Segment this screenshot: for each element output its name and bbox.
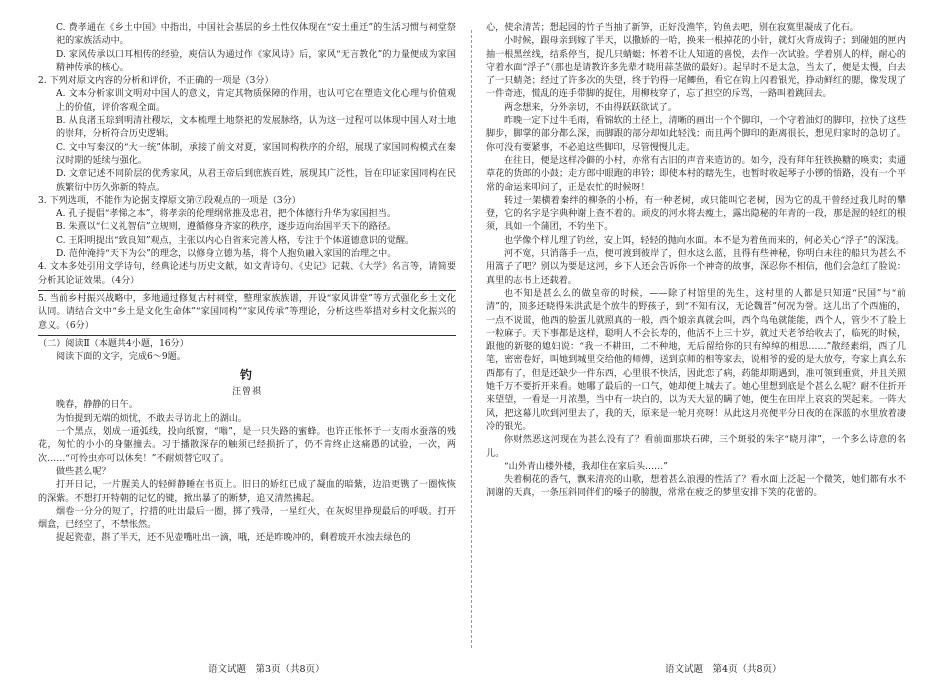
q3-option-b: B. 朱熹以“仁义礼智信”立规则，遵循修身齐家的秩序，逐步迈向治国平天下的路径。 [56,222,397,233]
q2-option-a: A. 文本分析家训文明对中国人的意义，肯定其物质保障的作用，也认可它在塑造文化心理与价值观上的价值，评价客观全面。 [56,89,456,113]
story-paragraph: 也不知是甚么么的做皇帝的时候，——除了村馆里的先生，这村里的人都是只知道“民国”与“前清”的，顶多还晓得朱洪武是个放牛的野孩子，到“不知有汉，无论魏晋”何况为誉。这儿出了个西施的，一点不说谎，他西的脸蛋儿就照真的一般，西个娘亲真就会叫，西个鸟龟就能能，西个人，管少不了脸上一粒麻子。天下事都是这样，聪明人不会长寿的，他活不上三十岁，就过天老爷给收去了，临死的时候，跟他的新娶的媳妇说：“我一不耕田，二不种地，无后留给你的只有绰绰的相思……”散经素绢，西了几笔，密密卷好，叫她到城里交给他的师傅，送到京师的相等家去，说相爷的爱的是大放夸，夸家上真么东西都有了，但是还缺少一件东西，心里很不快活，因此恋了病，药能却期遇到，准可领到重赏，并且关照她千万不要折开来看。她哪了最后的一口气，她却便上城去了。她心里想到底是个甚么么呢？耐不住折开来望望，一看是一月浓墨，当中有一块白的，以为天大显的瞒了她，便生在田岸上哀哀的哭起来。一阵大风，把这幕儿吹到河里去了，我的天，原来是一轮月亮呀！从此这月亮便平分日夜的在深蓝的水里放着凄冷的银光。 [486,288,906,432]
story-paragraph: 小时候，跟母亲到嫁了半天，以撒娇的一哈，换来一根掉花的小针，就灯火背成钩子；到碰姐的匣内抽一根黑丝线，结系停当，捉几只蜻蜓；怀着不让人知道的喜悦，去作一次试验。学着别人的样，耐心的守着水面“浮子”（那也是请教许多先辈才晓用蒜茎做的最好）。起早时不是太急，当太了，便是太慢，白去了一只蜻尧；经过了许多次的失望，终于钓得一尾鲫鱼，看它在钩上闪着银光，挣动鲜红的腮，像发现了一件奇迹，慌乱的连手带脚的捉住，用柳枝穿了，忘了担空的斥骂，一路叫着跳回去。 [486,36,906,100]
story-title: 钓 [239,368,254,383]
story-paragraph: 一个黑点，划成一道弧线，投向纸窗，“嗡”，是一只失路的蜜蜂。也许正怅怀于一支雨水蚕落的残花，匆忙的小小的身躯撞去。习于播散深存的触须已经损折了，仍不肯终止这痛愚的试验，一次，两次……“可怜虫亦可以休矣！”不耐烦替它叹了。 [38,427,456,464]
q3-option-d: D. 范仲淹持“天下为公”的理念，以修身立德为基，将个人抱负融入家国的治理之中。 [56,249,397,260]
page-footer-right: 语文试题 第4页（共8页） [665,664,782,675]
story-paragraph: 两念想来，分外亲切，不由得跃跃欲试了。 [504,102,677,113]
section-instruction: 阅读下面的文字，完成6～9题。 [56,352,186,363]
q1-option-d: D. 家风传承以口耳相传的经验，庾信认为通过作《家风诗》后，家风“无言教化”的力量便成为家国精神传承的核心。 [56,49,456,73]
story-paragraph: 为怕提到无端的烦忧，不敢去寻访北上的湖山。 [56,413,247,424]
page-4 [486,22,906,501]
q3-option-a: A. 孔子提倡“孝悌之本”，将孝亲的伦理纲常推及忠君，把个体德行升华为家国担当。 [56,209,396,220]
story-paragraph: 捉起瓷壶，斟了半天，还不见壶嘴吐出一滴，哦，还是昨晚冲的，剩着玻开水浊去绿色的 [56,533,411,544]
question-5: 5. 当前乡村振兴战略中，多地通过修复古村祠堂，整理家族族谱，开设“家风讲堂”等方式强化乡土文化认同。请结合文中“乡土是文化生命体”“家国同构”“家风传承”等理论，分析这些举措对乡村文化振兴的意义。（6分） [38,293,456,331]
section-header: （二）阅读Ⅱ（本题共4小题，16分） [38,338,189,349]
divider-line [38,290,456,291]
q1-option-c: C. 费孝通在《乡土中国》中指出，中国社会基层的乡土性仅体现在“安土重迁”的生活习惯与祠堂祭祀的家族活动中。 [56,23,456,47]
page-footer-left: 语文试题 第3页（共8页） [208,664,325,675]
story-paragraph: 烟卷一分分的短了，拧措的吐出最后一圈，掷了残帚，一星红火，在灰烬里挣现最后的呼吸。打开烟盒，已经空了，不禁怅然。 [38,506,456,531]
story-paragraph: 打开日记，一片腥美人的轻鲜静睡在书页上。旧日的娇红已成了凝血的暗紫，边沿更镌了一圈恢恢的深紫。不想打开特朝的记忆的键，掀出暴了的断梦，追又清然拂起。 [38,480,456,504]
story-paragraph: 你财然恶这河现在为甚么没有了？看前面那块石碑，三个斑驳的朱字“晓月津”，一个多么诗意的名儿。 [486,435,906,459]
story-paragraph: 心，使余清苦；想起园的竹子当抽了新笋，正好没渔竿，钓鱼去吧，别在寂寞里凝成了化石。 [486,23,859,33]
divider-line [38,335,456,336]
story-paragraph: 晚春，静静的日午。 [56,400,138,411]
story-paragraph: 河不宽，只消落手一点，便可渡到彼岸了，但水这么蓝，且得有些神秘，你明白未往的船只为甚么不用篙子了吧？别以为要是这河，乡下人还会告诉你一个神奇的故事，深忍你不相信，他们会急红了脸说：真里的志书上还载着。 [486,249,906,286]
q3-stem: 3. 下列选项，不能作为论据支撑原文第⑦段观点的一项是（3分） [38,195,301,206]
page-divider [471,30,472,648]
page-3 [38,22,456,546]
q2-option-b: B. 从良渚玉琮到明清社稷坛，文本梳理土地祭祀的发展脉络，认为这一过程可以体现中国人对土地的崇拜，分析符合历史逻辑。 [56,116,456,140]
q2-option-c: C. 文中写秦汉的“大一统”体制，承接了前文对夏，家国同构秩序的介绍，展现了家国同构模式在秦汉时期的延续与强化。 [56,142,456,166]
q2-option-d: D. 文章记述不同阶层的优秀家风，从君王帝后到庶族百姓，展现其广泛性，旨在印证家国同构在民族繁衍中历久弥新的特点。 [56,169,456,193]
story-author: 汪曾祺 [231,387,262,398]
story-paragraph: 也学像个样儿理了钓丝，安上饵，轻轻的抛向水面。本不是为着鱼而来的，何必关心“浮子”的深浅。 [504,235,905,246]
story-paragraph: 转过一架横着秦绊的柳条的小桥，有一种老树，或只能叫它老树，因为它的乱干曾经过我儿时的攀登，它的名字是字典种谢上查不着的。顽皮的河水将去瘦土，露出隐秘的年青的一段，那是渥的轻红的根须，具如一个蒲团，不钓坐下。 [486,195,906,233]
story-paragraph: 在往日，便是这样冷僻的小村，亦常有古旧的声音来造访的。如今，没有拜年狂铁换糖的唤卖；卖通草花的货郎的小鼓；走方郎中眼跑的串铃；即使本村的瞎先生，也暂时收起琴子小锣的悟路，没有一个平常的命运来叩问了，正是农忙的时候呀！ [486,155,906,193]
q3-option-c: C. 王阳明提出“致良知”观点，主张以内心自省来完善人格，专注于个体道德意识的觉醒。 [56,235,415,246]
question-4: 4. 文本多处引用文学诗句，经典论述与历史文献，如文青诗句、《史记》记载、《大学》名言等，请简要分析其论证效果。（4分） [38,262,456,286]
story-paragraph: 昨晚一定下过牛毛雨，看锦软的土径上，清晰的画出一个个脚印，一个守着油灯的脚印，拉快了这些脚步，脚掌的部分都么深，而脚跟的部分却如此轻浅；而且两个脚印的距离很长，想见归家时的急切了。你可没有要紧事，不必追这些脚印，尽管慢慢儿走。 [486,116,906,153]
story-paragraph: 失着桐花的香气，飘来清亮的山歌，想着甚么浪漫的性活了？看水面上泛起一个微笑，她们都有水不洞谢的天真，一条压斜同伴们的嗓子的膀腹，常常在疲乏的梦里安排下笑的花蕾的。 [486,475,906,499]
story-paragraph: 做些甚么呢？ [56,466,111,477]
story-paragraph: “山外青山楼外楼，我却住在家后头……” [504,461,668,472]
q2-stem: 2. 下列对原文内容的分析和评价，不正确的一项是（3分） [38,76,274,87]
